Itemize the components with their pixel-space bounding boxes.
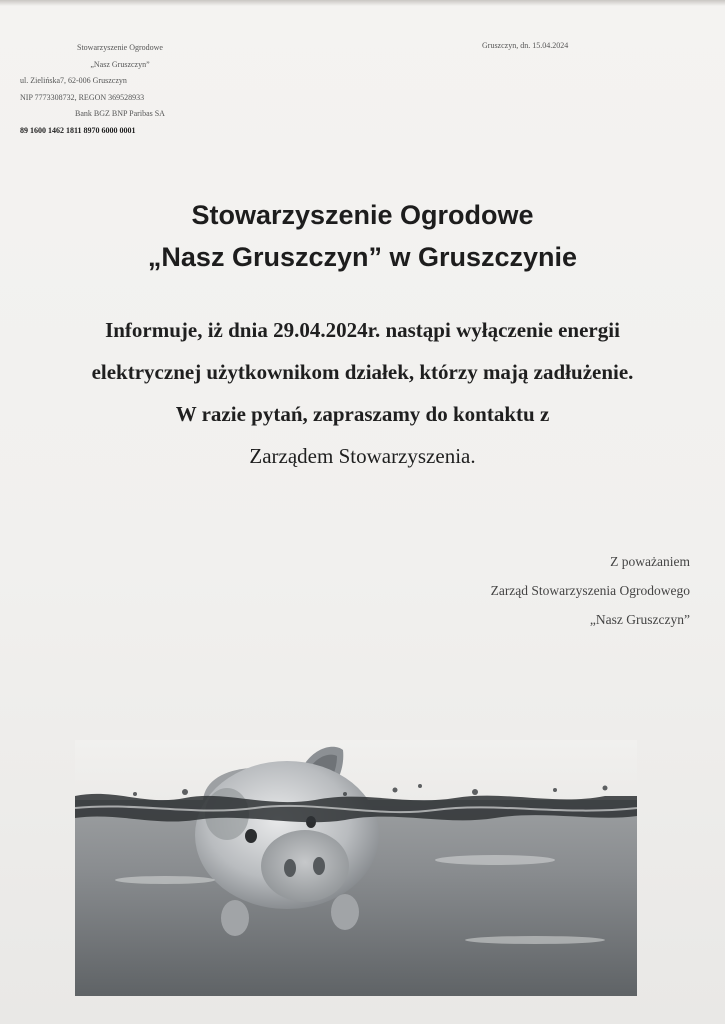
signature-closing: Z poważaniem xyxy=(610,554,690,569)
title-line-2: „Nasz Gruszczyn” w Gruszczynie xyxy=(147,242,578,272)
document-title xyxy=(0,194,725,278)
body-line-3: W razie pytań, zapraszamy do kontaktu z xyxy=(175,402,550,426)
piggy-bank-photo xyxy=(75,740,637,996)
pig-nostril-icon xyxy=(313,857,325,875)
notice-body xyxy=(0,309,725,477)
signature-org-name: „Nasz Gruszczyn” xyxy=(589,612,690,627)
sender-name-quoted: „Nasz Gruszczyn” xyxy=(90,59,150,69)
pig-leg-icon xyxy=(331,894,359,930)
title-line-1: Stowarzyszenie Ogrodowe xyxy=(191,200,534,230)
paper-edge xyxy=(0,0,725,6)
sender-name: Stowarzyszenie Ogrodowe xyxy=(77,43,163,52)
sender-bank: Bank BGZ BNP Paribas SA xyxy=(75,109,165,118)
pig-nostril-icon xyxy=(284,859,296,877)
body-line-4: Zarządem Stowarzyszenia. xyxy=(249,444,476,468)
signature-block xyxy=(491,547,690,634)
sender-tax-ids: NIP 7773308732, REGON 369528933 xyxy=(20,92,145,102)
sender-address: ul. Zielińska7, 62-006 Gruszczyn xyxy=(20,76,127,85)
pig-eye-icon xyxy=(245,829,257,843)
body-line-2: elektrycznej użytkownikom działek, którzy mają zadłużenie. xyxy=(91,360,634,384)
document-date: Gruszczyn, dn. 15.04.2024 xyxy=(482,41,569,50)
pig-snout-icon xyxy=(261,830,349,902)
sender-account-number: 89 1600 1462 1811 8970 6000 0001 xyxy=(20,125,136,135)
signature-board: Zarząd Stowarzyszenia Ogrodowego xyxy=(490,583,690,598)
sender-block xyxy=(20,40,220,139)
body-line-1: Informuje, iż dnia 29.04.2024r. nastąpi wyłączenie energii xyxy=(105,318,620,342)
pig-leg-icon xyxy=(221,900,249,936)
